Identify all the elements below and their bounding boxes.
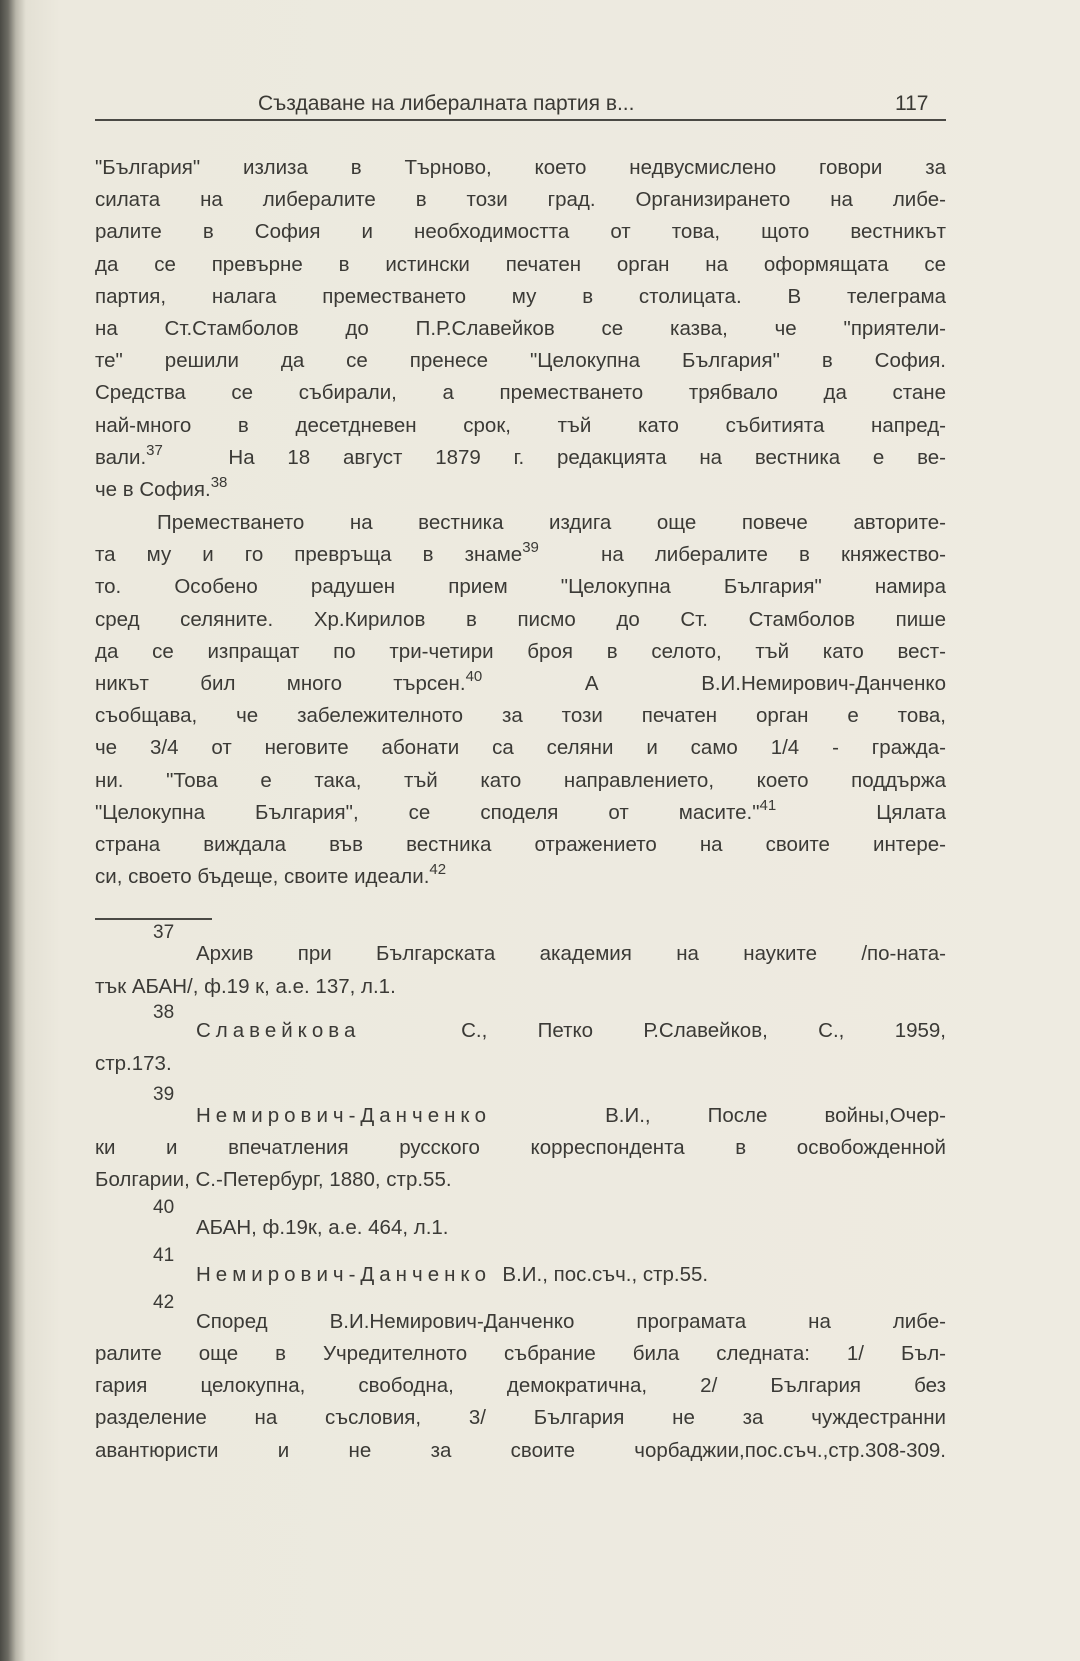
text-line [95,607,946,633]
text-line [95,1051,946,1077]
text-segment: авантюристи и не за своите чорбаджии,пос.съч.,стр.308-309. [95,1439,946,1462]
text-line [95,348,946,374]
text-line [196,1262,946,1288]
text-segment: Славейкова [196,1019,361,1042]
text-segment: Болгарии, С.-Петербург, 1880, стр.55. [95,1168,452,1191]
text-segment: "Целокупна България", се споделя от масите." [95,800,760,824]
text-segment: страна виждала във вестника отражението на своите интере- [95,833,946,856]
text-line [95,284,946,310]
text-segment: В.И., После войны,Очер- [491,1104,946,1127]
text-line [196,941,946,967]
text-line [95,974,946,1000]
text-line [95,441,946,471]
header-title: Създаване на либералната партия в... [258,92,635,115]
footnote-number: 39 [153,1084,175,1105]
text-segment: да се превърне в истински печатен орган на оформящата се [95,252,946,276]
text-segment: На 18 август 1879 г. редакцията на вестника е ве- [162,445,946,469]
text-line [95,413,946,439]
footnote-reference: 37 [146,441,163,459]
text-segment: ки и впечатления русского корреспондента в освобожденной [95,1136,946,1159]
text-segment: че 3/4 от неговите абонати са селяни и само 1/4 - гражда- [95,736,946,760]
text-line [196,1215,946,1241]
footnote-reference: 41 [759,796,777,814]
text-segment: Архив при Българската академия на науките /по-ната- [196,942,946,965]
text-segment: Преместването на вестника издига още повече авторите- [157,511,946,534]
footnote-separator [95,918,212,920]
text-line [196,1103,946,1129]
text-line [95,668,946,697]
text-line [95,219,946,245]
text-segment: сред селяните. Хр.Кирилов в писмо до Ст. Стамболов пише [95,607,946,631]
text-line [95,861,946,890]
text-segment: никът бил много търсен. [95,672,466,695]
text-line [95,380,946,406]
text-segment: Средства се събирали, а преместването трябвало да стане [95,381,946,405]
text-segment: вали. [95,445,147,469]
footnote-reference: 38 [210,474,228,491]
text-line [95,155,946,181]
text-segment: си, своето бъдеще, своите идеали. [95,865,430,889]
text-line [95,639,946,665]
text-line [95,574,946,600]
text-segment: ралите в София и необходимостта от това, щото вестникът [95,220,946,244]
text-segment: стр.173. [95,1052,172,1075]
text-line [95,1341,946,1367]
text-segment: Според В.И.Немирович-Данченко програмата на либе- [196,1310,946,1333]
text-line [95,768,946,794]
text-segment: силата на либералите в този град. Организирането на либе- [95,188,946,212]
text-segment: разделение на съсловия, 3/ България не за чуждестранни [95,1406,946,1429]
text-segment: АБАН, ф.19к, а.е. 464, л.1. [196,1216,449,1239]
text-segment: гария целокупна, свободна, демократична, 2/ България без [95,1374,946,1397]
text-segment: то. Особено радушен прием "Целокупна България" намира [95,575,946,599]
footnote-number: 42 [153,1292,175,1313]
text-line [95,539,946,568]
footnote-number: 41 [153,1245,175,1266]
footnote-number: 38 [153,1002,175,1023]
text-segment: "България" излиза в Търново, което недвусмислено говори за [95,156,946,179]
text-segment: те" решили да се пренесе "Целокупна България" в София. [95,349,946,373]
footnote-reference: 40 [465,668,483,685]
text-line [157,510,946,536]
text-line [95,316,946,342]
text-line [95,832,946,858]
text-line [196,1018,946,1044]
text-line [95,1405,946,1431]
text-line [95,703,946,729]
text-segment: ни. "Това е така, тъй като направлението, което поддържа [95,768,946,792]
text-line [95,474,946,503]
text-segment: на либералите в княжество- [538,543,946,567]
text-line [95,1438,946,1464]
text-line [95,187,946,213]
text-segment: съобщава, че забележителното за този печатен орган е това, [95,704,946,728]
text-segment: най-много в десетдневен срок, тъй като събитията напред- [95,413,946,437]
text-line [95,735,946,761]
text-line [95,1167,946,1193]
text-segment: Цялата [776,800,946,824]
text-segment: партия, налага преместването му в столицата. В телеграма [95,284,946,308]
text-segment: че в София. [95,478,211,501]
text-line [95,252,946,278]
footnote-number: 37 [153,922,175,943]
text-line [95,1135,946,1161]
footnote-number: 40 [153,1197,175,1218]
text-segment: тък АБАН/, ф.19 к, а.е. 137, л.1. [95,975,396,998]
text-segment: А В.И.Немирович-Данченко [482,672,946,695]
text-segment: на Ст.Стамболов до П.Р.Славейков се казва, че "приятели- [95,317,946,340]
header-rule [95,119,946,121]
footnote-reference: 39 [522,539,539,557]
text-line [95,796,946,826]
page-number: 117 [895,92,929,115]
text-segment: Немирович-Данченко [196,1263,492,1286]
text-line [95,1373,946,1399]
text-segment: та му и го превръща в знаме [95,543,523,567]
text-segment: ралите още в Учредителното събрание била следната: 1/ Бъл- [95,1342,946,1365]
text-segment: Немирович-Данченко [196,1104,492,1127]
text-segment: да се изпращат по три-четири броя в селото, тъй като вест- [95,639,946,663]
text-segment: С., Петко Р.Славейков, С., 1959, [360,1019,946,1042]
text-line [196,1309,946,1335]
text-segment: В.И., пос.съч., стр.55. [491,1263,709,1286]
footnote-reference: 42 [429,861,447,879]
